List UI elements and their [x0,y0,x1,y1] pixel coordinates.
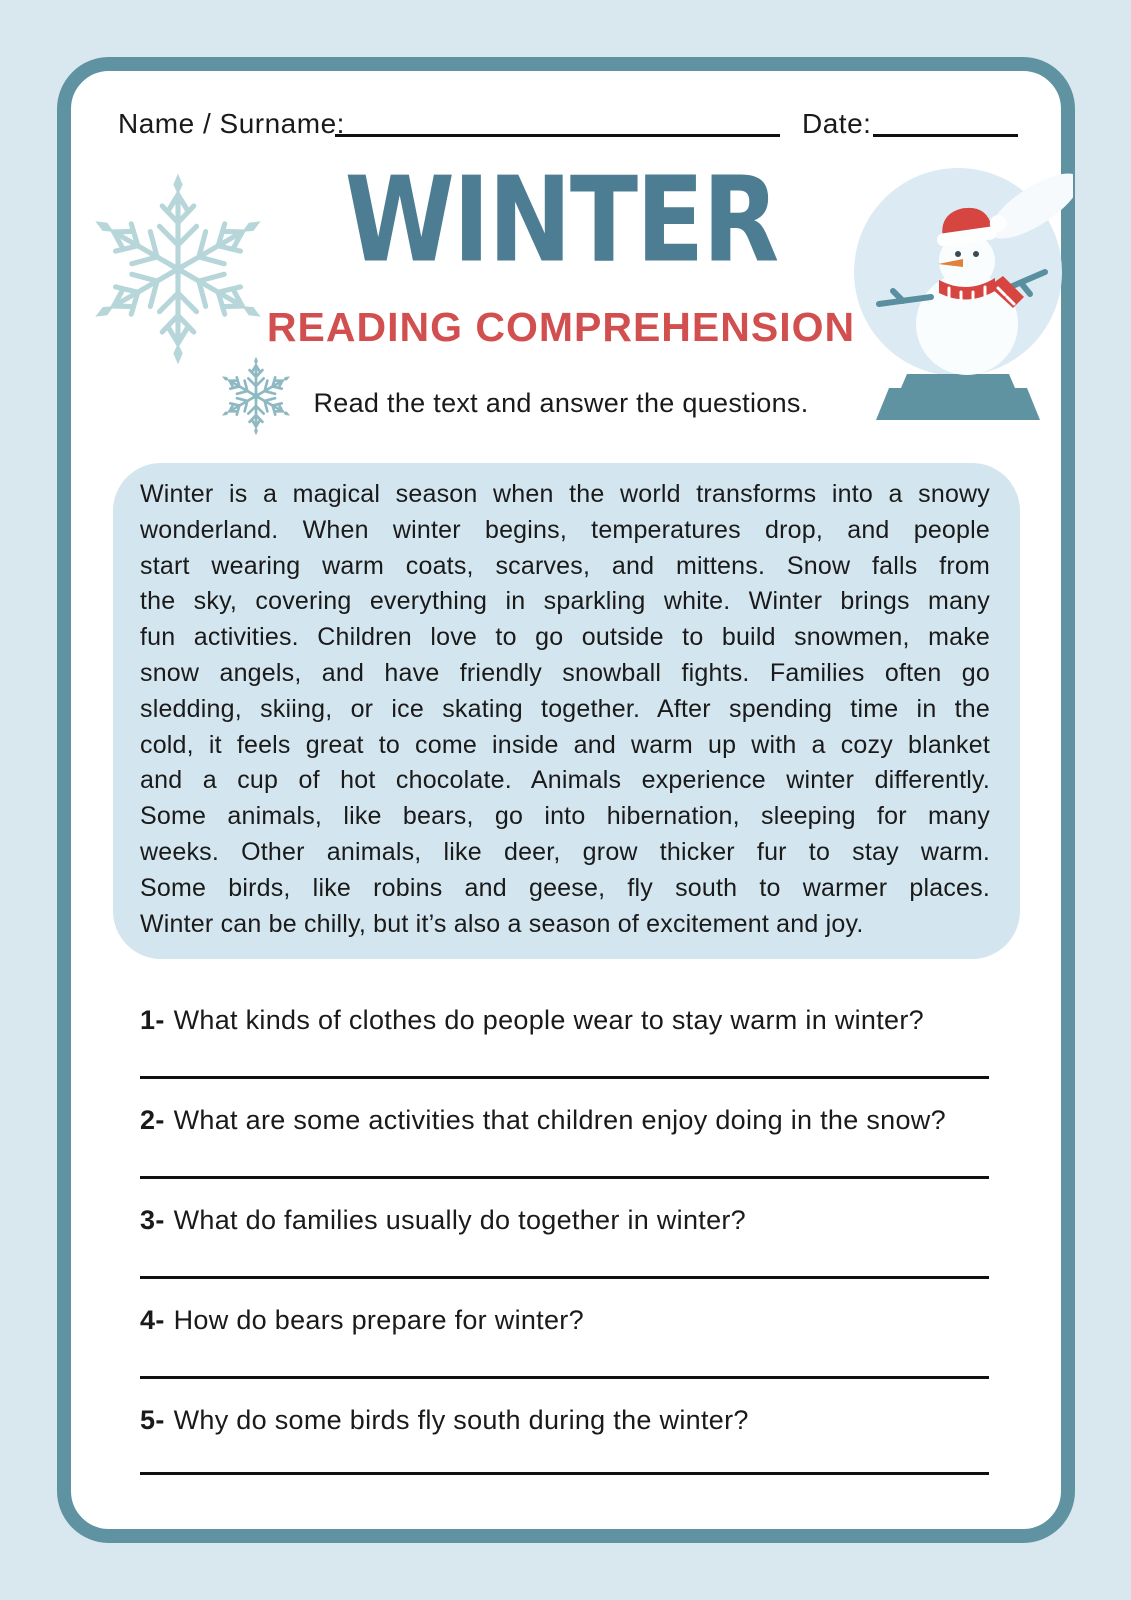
passage-line: start wearing warm coats, scarves, and mittens. Snow falls from [140,551,990,580]
passage-line: weeks. Other animals, like deer, grow thicker fur to stay warm. [140,837,990,866]
answer-write-line-5[interactable] [140,1472,989,1475]
answer-write-line-2[interactable] [140,1176,989,1179]
question-item-2 [140,1105,1000,1136]
question-item-5 [140,1405,1000,1436]
passage-line: Winter can be chilly, but it’s also a season of excitement and joy. [140,909,864,938]
date-write-line[interactable] [873,134,1018,137]
passage-line: Winter is a magical season when the world transforms into a snowy [140,480,990,508]
passage-line: cold, it feels great to come inside and warm up with a cozy blanket [140,730,990,759]
passage-line: and a cup of hot chocolate. Animals experience winter differently. [140,766,990,795]
instruction-text: Read the text and answer the questions. [313,388,809,418]
question-number: 3- [140,1205,165,1235]
page-subtitle: READING COMPREHENSION [266,304,856,350]
page-title: WINTER [344,150,778,289]
question-item-1 [140,1005,1000,1036]
passage-line: snow angels, and have friendly snowball fights. Families often go [140,658,990,687]
answer-write-line-4[interactable] [140,1376,989,1379]
question-text: What are some activities that children enjoy doing in the snow? [173,1105,946,1135]
question-number: 4- [140,1305,165,1335]
name-write-line[interactable] [335,134,780,137]
answer-write-line-1[interactable] [140,1076,989,1079]
passage-line: wonderland. When winter begins, temperatures drop, and people [140,515,990,544]
question-text: Why do some birds fly south during the winter? [173,1405,749,1435]
question-number: 5- [140,1405,165,1435]
date-label: Date: [802,108,872,139]
snow-globe-snowman-icon [843,164,1073,434]
question-text: What do families usually do together in winter? [173,1205,746,1235]
passage-line: Some animals, like bears, go into hibernation, sleeping for many [140,802,990,831]
passage-line: Some birds, like robins and geese, fly south to warmer places. [140,873,990,902]
name-surname-label: Name / Surname: [118,108,345,139]
question-number: 2- [140,1105,165,1135]
answer-write-line-3[interactable] [140,1276,989,1279]
question-text: How do bears prepare for winter? [173,1305,584,1335]
question-number: 1- [140,1005,165,1035]
reading-passage [113,463,1020,959]
passage-line: the sky, covering everything in sparkling white. Winter brings many [140,587,990,616]
question-item-3 [140,1205,1000,1236]
question-text: What kinds of clothes do people wear to stay warm in winter? [173,1005,924,1035]
passage-line: fun activities. Children love to go outside to build snowmen, make [140,623,990,652]
passage-line: sledding, skiing, or ice skating together. After spending time in the [140,694,990,723]
question-item-4 [140,1305,1000,1336]
